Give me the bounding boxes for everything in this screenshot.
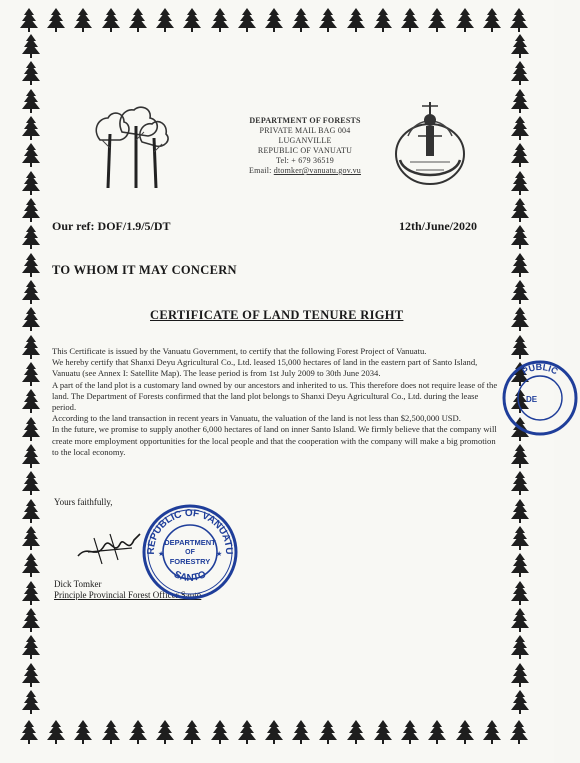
- pine-tree-icon: [20, 225, 42, 249]
- stamp-line-2: OF: [185, 549, 195, 556]
- stamp-outer-top: REPUBLIC OF VANUATU: [145, 507, 235, 555]
- pine-tree-icon: [509, 499, 531, 523]
- pine-tree-icon: [509, 61, 531, 85]
- pine-tree-icon: [20, 89, 42, 113]
- body-paragraph-1: This Certificate is issued by the Vanuatu Government, to certify that the following Forest Project of Vanuatu.: [52, 346, 427, 356]
- pine-tree-icon: [20, 335, 42, 359]
- pine-tree-icon: [20, 608, 42, 632]
- department-name: DEPARTMENT OF FORESTS: [249, 116, 361, 125]
- stamp-star-right: ★: [216, 550, 223, 558]
- pine-tree-icon: [20, 553, 42, 577]
- pine-tree-icon: [20, 253, 42, 277]
- stamp-line-1: DEPARTMENT: [164, 538, 216, 547]
- pine-tree-icon: [20, 280, 42, 304]
- pine-tree-icon: [509, 198, 531, 222]
- pine-tree-icon: [20, 362, 42, 386]
- body-paragraph-2: We hereby certify that Shanxi Deyu Agricultural Co., Ltd. leased 15,000 hectares of land in the eastern part of Santo Island, Vanuatu (see Annex I: Satellite Map). The lease period is from 1st July 2009 to 30th June 2034.: [52, 357, 478, 379]
- left-tree-border: [16, 34, 46, 714]
- vanuatu-coat-of-arms-emblem: [386, 96, 474, 190]
- issue-date: 12th/June/2020: [398, 219, 477, 233]
- pine-tree-icon: [20, 526, 42, 550]
- certificate-body: [52, 346, 502, 458]
- pine-tree-icon: [20, 499, 42, 523]
- pine-tree-icon: [509, 335, 531, 359]
- pine-tree-icon: [20, 61, 42, 85]
- pine-tree-icon: [18, 8, 40, 32]
- pine-tree-icon: [20, 471, 42, 495]
- pine-tree-icon: [20, 635, 42, 659]
- pine-tree-icon: [20, 417, 42, 441]
- pine-tree-icon: [20, 34, 42, 58]
- signatory-role: Principle Provincial Forest Officer Santo: [54, 590, 202, 600]
- pine-tree-icon: [509, 225, 531, 249]
- city: LUGANVILLE: [278, 136, 332, 145]
- signatory-name: Dick Tomker: [54, 579, 102, 589]
- pine-tree-icon: [509, 663, 531, 687]
- svg-text:REPUBLIC OF VANUATU: [146, 508, 234, 555]
- pine-tree-icon: [20, 690, 42, 714]
- pine-tree-icon: [20, 389, 42, 413]
- certificate-content: [50, 0, 505, 763]
- pine-tree-icon: [509, 89, 531, 113]
- pine-tree-icon: [18, 720, 40, 744]
- stamp-star-left: ★: [158, 550, 165, 558]
- pine-tree-icon: [509, 34, 531, 58]
- pine-tree-icon: [509, 526, 531, 550]
- pine-tree-icon: [509, 553, 531, 577]
- pine-tree-icon: [509, 608, 531, 632]
- stamp-line-3: FORESTRY: [169, 557, 211, 566]
- edge-stamp-top: PUBLIC: [520, 361, 560, 377]
- pine-tree-icon: [20, 171, 42, 195]
- body-paragraph-4: According to the land transaction in recent years in Vanuatu, the valuation of the land is not less than $2,500,000 USD.: [52, 413, 461, 424]
- pine-tree-icon: [20, 116, 42, 140]
- mail-bag: PRIVATE MAIL BAG 004: [259, 126, 351, 135]
- pine-tree-icon: [20, 198, 42, 222]
- pine-tree-icon: [509, 635, 531, 659]
- email-line: [225, 166, 385, 176]
- email-link[interactable]: dtomker@vanuatu.gov.vu: [273, 166, 361, 175]
- stamp-outer-bottom: SANTO: [172, 569, 208, 584]
- body-paragraph-5: In the future, we promise to supply another 6,000 hectares of land on inner Santo Island. We firmly believe that the company will create more employment opportunities for the local people and that the cooperation with the company will make a big promotion to the local economy.: [52, 424, 497, 457]
- partial-edge-stamp: [500, 358, 580, 438]
- pine-tree-icon: [20, 581, 42, 605]
- pine-tree-icon: [509, 116, 531, 140]
- salutation: TO WHOM IT MAY CONCERN: [52, 263, 237, 277]
- pine-tree-icon: [509, 307, 531, 331]
- email-label: Email:: [249, 166, 272, 175]
- pine-tree-icon: [20, 663, 42, 687]
- svg-text:SANTO: [172, 569, 208, 584]
- body-paragraph-3: A part of the land plot is a customary land owned by our ancestors and inherited to us. This therefore does not require lease of the land. The Department of Forests confirmed that the land plot belongs to Shanxi Deyu Agricultural Co., Ltd. during the lease period.: [52, 379, 498, 413]
- forest-trees-logo: [90, 104, 172, 190]
- pine-tree-icon: [509, 171, 531, 195]
- reference-number: Our ref: DOF/1.9/5/DT: [52, 219, 171, 233]
- pine-tree-icon: [20, 143, 42, 167]
- closing-line: Yours faithfully,: [54, 497, 113, 507]
- pine-tree-icon: [509, 444, 531, 468]
- department-of-forestry-stamp: [140, 502, 240, 602]
- pine-tree-icon: [509, 690, 531, 714]
- telephone: Tel: + 679 36519: [275, 156, 335, 165]
- pine-tree-icon: [509, 280, 531, 304]
- edge-stamp-inner: DE: [526, 395, 538, 404]
- pine-tree-icon: [20, 444, 42, 468]
- country: REPUBLIC OF VANUATU: [257, 146, 353, 155]
- letterhead: [225, 116, 385, 176]
- pine-tree-icon: [509, 143, 531, 167]
- pine-tree-icon: [508, 8, 530, 32]
- pine-tree-icon: [509, 471, 531, 495]
- certificate-title: CERTIFICATE OF LAND TENURE RIGHT: [150, 308, 404, 322]
- pine-tree-icon: [20, 307, 42, 331]
- handwritten-signature: [74, 526, 144, 568]
- pine-tree-icon: [508, 720, 530, 744]
- pine-tree-icon: [509, 581, 531, 605]
- pine-tree-icon: [509, 253, 531, 277]
